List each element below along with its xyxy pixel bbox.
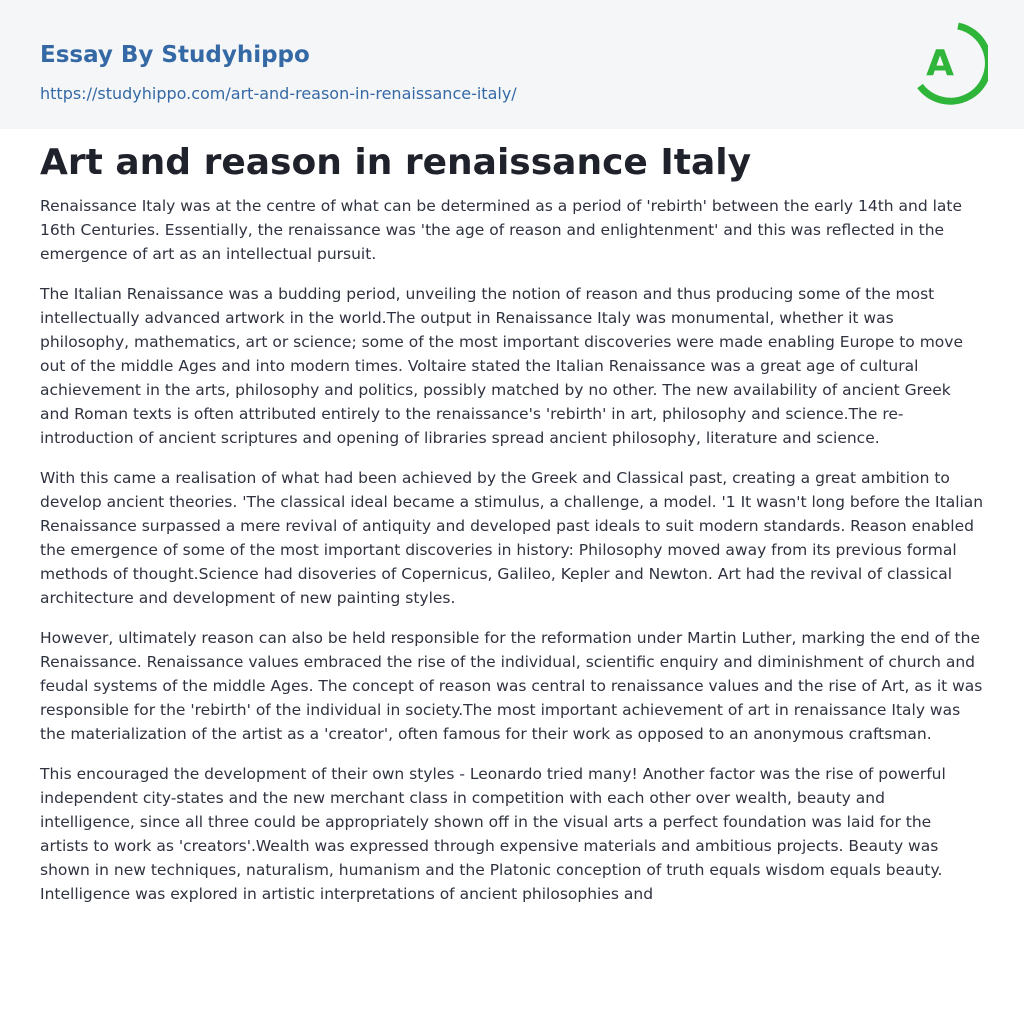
article-title: Art and reason in renaissance Italy [40,142,752,183]
paragraph: With this came a realisation of what had been achieved by the Greek and Classical past, creating a great ambition to develop ancient theories. 'The classical ideal became a stimulus, a challenge, a model. '1 It wasn't long before the Italian Renaissance surpassed a mere revival of antiquity and developed past ideals to suit modern standards. Reason enabled the emergence of some of the most important discoveries in history: Philosophy moved away from its previous formal methods of thought.Science had disoveries of Copernicus, Galileo, Kepler and Newton. Art had the revival of classical architecture and development of new painting styles. [40,469,984,607]
paragraph: Renaissance Italy was at the centre of what can be determined as a period of 'rebirth' between the early 14th and late 16th Centuries. Essentially, the renaissance was 'the age of reason and enlightenment' and this was reflected in the emergence of art as an intellectual pursuit. [40,197,963,263]
studyhippo-logo-icon[interactable] [910,18,988,106]
site-header [0,0,1024,129]
paragraph: However, ultimately reason can also be held responsible for the reformation under Martin Luther, marking the end of the Renaissance. Renaissance values embraced the rise of the individual, scientific enquiry and diminishment of church and feudal systems of the middle Ages. The concept of reason was central to renaissance values and the rise of Art, as it was responsible for the 'rebirth' of the individual in society.The most important achievement of art in renaissance Italy was the materialization of the artist as a 'creator', often famous for their work as opposed to an anonymous craftsman. [40,629,983,743]
brand-title[interactable]: Essay By Studyhippo [40,42,310,68]
logo-letter: A [926,43,954,84]
source-url-link[interactable]: https://studyhippo.com/art-and-reason-in-renaissance-italy/ [40,84,517,103]
paragraph: The Italian Renaissance was a budding period, unveiling the notion of reason and thus producing some of the most intellectually advanced artwork in the world.The output in Renaissance Italy was monumental, whether it was philosophy, mathematics, art or science; some of the most important discoveries were made enabling Europe to move out of the middle Ages and into modern times. Voltaire stated the Italian Renaissance was a great age of cultural achievement in the arts, philosophy and politics, possibly matched by no other. The new availability of ancient Greek and Roman texts is often attributed entirely to the renaissance's 'rebirth' in art, philosophy and science.The re-introduction of ancient scriptures and opening of libraries spread ancient philosophy, literature and science. [40,285,963,447]
paragraph: This encouraged the development of their own styles - Leonardo tried many! Another factor was the rise of powerful independent city-states and the new merchant class in competition with each other over wealth, beauty and intelligence, since all three could be appropriately shown off in the visual arts a perfect foundation was laid for the artists to work as 'creators'.Wealth was expressed through expensive materials and ambitious projects. Beauty was shown in new techniques, naturalism, humanism and the Platonic conception of truth equals wisdom equals beauty. Intelligence was explored in artistic interpretations of ancient philosophies and [40,765,946,903]
article-body [40,194,984,922]
